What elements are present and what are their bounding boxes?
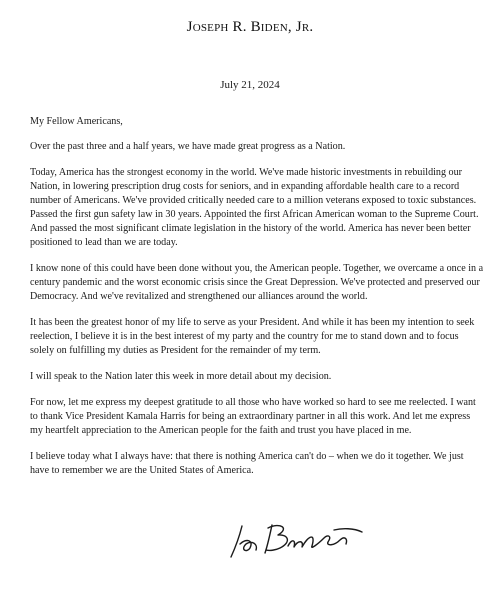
paragraph-4: It has been the greatest honor of my life to serve as your President. And while it has been my intention to seek reelection, I believe it is in the best interest of my party and the country for me to stand down and to focus solely on fulfilling my duties as President for the remainder of my term. — [30, 317, 475, 356]
letterhead-name: Joseph R. Biden, Jr. — [186, 19, 314, 35]
paragraph-6: For now, let me express my deepest gratitude to all those who have worked so hard to see me reelected. I want to thank Vice President Kamala Harris for being an extraordinary partner in all this work. And let me express my heartfelt appreciation to the American people for the faith and trust you have placed in me. — [30, 397, 476, 436]
paragraph-7: I believe today what I always have: that there is nothing America can't do – when we do it together. We just have to remember we are the United States of America. — [30, 451, 464, 476]
paragraph-1: Over the past three and a half years, we have made great progress as a Nation. — [30, 141, 346, 152]
paragraph-3: I know none of this could have been done without you, the American people. Together, we overcame a once in a century pandemic and the worst economic crisis since the Great Depression. We've protected and preserved our Democracy. And we've revitalized and strengthened our alliances around the world. — [30, 263, 484, 302]
letter-date: July 21, 2024 — [220, 79, 280, 91]
letter-body — [30, 115, 485, 490]
salutation: My Fellow Americans, — [30, 116, 123, 127]
handwritten-signature — [228, 520, 368, 560]
paragraph-2: Today, America has the strongest economy in the world. We've made historic investments in rebuilding our Nation, in lowering prescription drug costs for seniors, and in expanding affordable health care to a record number of Americans. We've provided critically needed care to a million veterans exposed to toxic substances. Passed the first gun safety law in 30 years. Appointed the first African American woman to the Supreme Court. And passed the most significant climate legislation in the history of the world. America has never been better positioned to lead than we are today. — [30, 167, 479, 248]
paragraph-5: I will speak to the Nation later this week in more detail about my decision. — [30, 371, 332, 382]
